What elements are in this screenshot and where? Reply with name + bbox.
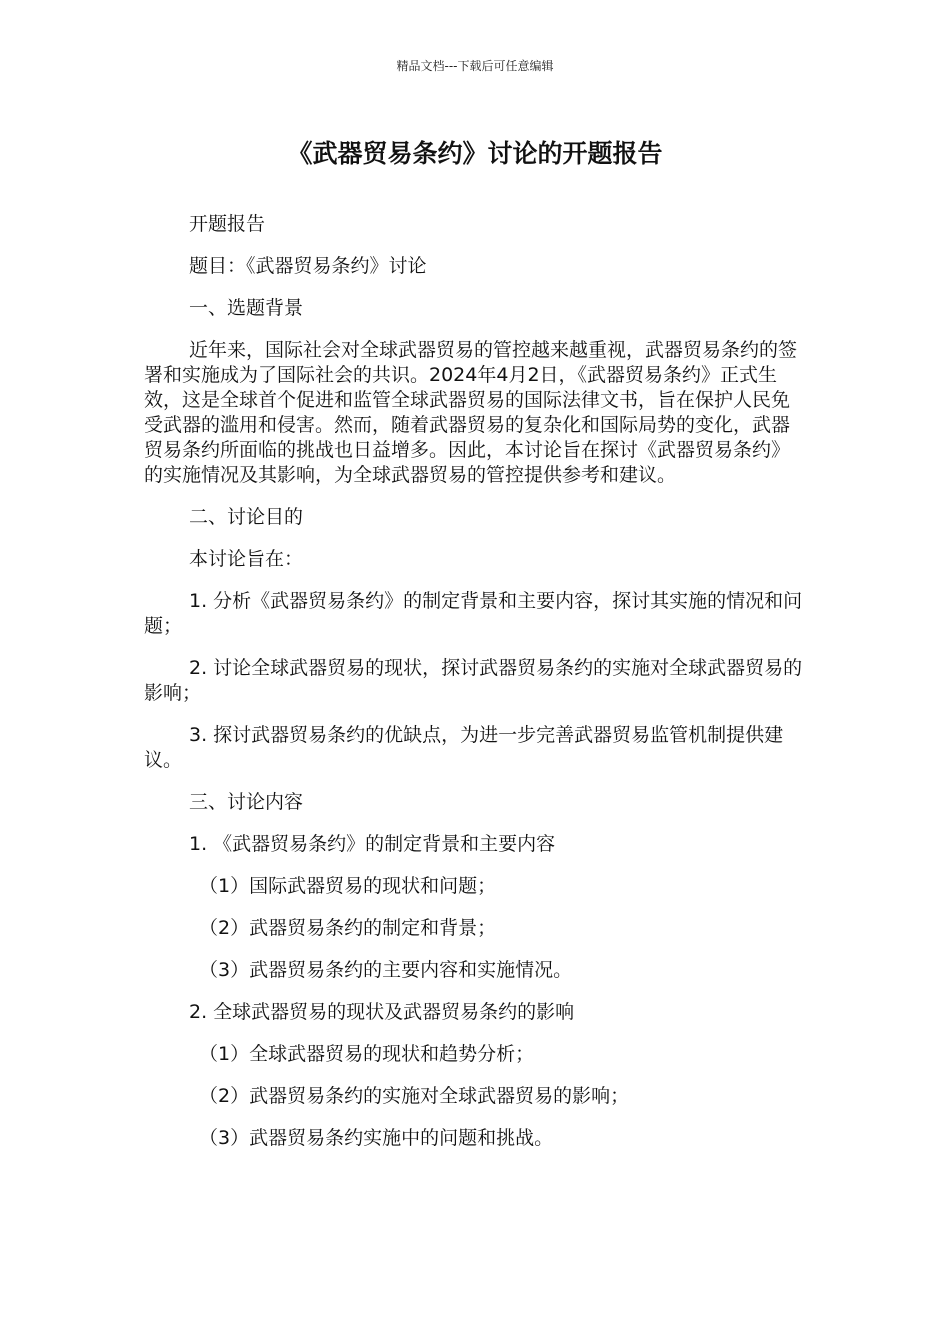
page-header-note: 精品文档---下载后可任意编辑	[396, 59, 554, 73]
paragraph-purpose-intro: 本讨论旨在：	[189, 548, 304, 570]
content-subitem-2-3: （3）武器贸易条约实施中的问题和挑战。	[199, 1127, 554, 1149]
document-title: 《武器贸易条约》讨论的开题报告	[287, 139, 663, 168]
content-subitem-2-1: （1）全球武器贸易的现状和趋势分析；	[199, 1043, 535, 1065]
document-body	[144, 212, 806, 1168]
section-heading-content: 三、讨论内容	[189, 791, 304, 813]
content-subitem-2-2: （2）武器贸易条约的实施对全球武器贸易的影响；	[199, 1085, 630, 1107]
paragraph-report-label: 开题报告	[189, 213, 266, 235]
section-heading-purpose: 二、讨论目的	[189, 506, 304, 528]
content-subitem-1-3: （3）武器贸易条约的主要内容和实施情况。	[199, 959, 573, 981]
content-item-1: 1. 《武器贸易条约》的制定背景和主要内容	[189, 833, 556, 855]
paragraph-topic: 题目：《武器贸易条约》讨论	[189, 255, 427, 277]
paragraph-background: 近年来，国际社会对全球武器贸易的管控越来越重视，武器贸易条约的签署和实施成为了国际社会的共识。2024年4月2日，《武器贸易条约》正式生效，这是全球首个促进和监管全球武器贸易的国际法律文书，旨在保护人民免受武器的滥用和侵害。然而，随着武器贸易的复杂化和国际局势的变化，武器贸易条约所面临的挑战也日益增多。因此，本讨论旨在探讨《武器贸易条约》的实施情况及其影响，为全球武器贸易的管控提供参考和建议。	[144, 339, 798, 486]
section-heading-background: 一、选题背景	[189, 297, 304, 319]
content-subitem-1-1: （1）国际武器贸易的现状和问题；	[199, 875, 497, 897]
content-subitem-1-2: （2）武器贸易条约的制定和背景；	[199, 917, 497, 939]
content-item-2: 2. 全球武器贸易的现状及武器贸易条约的影响	[189, 1001, 575, 1023]
purpose-item-2: 2. 讨论全球武器贸易的现状，探讨武器贸易条约的实施对全球武器贸易的影响；	[144, 657, 803, 704]
purpose-item-3: 3. 探讨武器贸易条约的优缺点，为进一步完善武器贸易监管机制提供建议。	[144, 724, 784, 771]
purpose-item-1: 1. 分析《武器贸易条约》的制定背景和主要内容，探讨其实施的情况和问题；	[144, 590, 803, 637]
